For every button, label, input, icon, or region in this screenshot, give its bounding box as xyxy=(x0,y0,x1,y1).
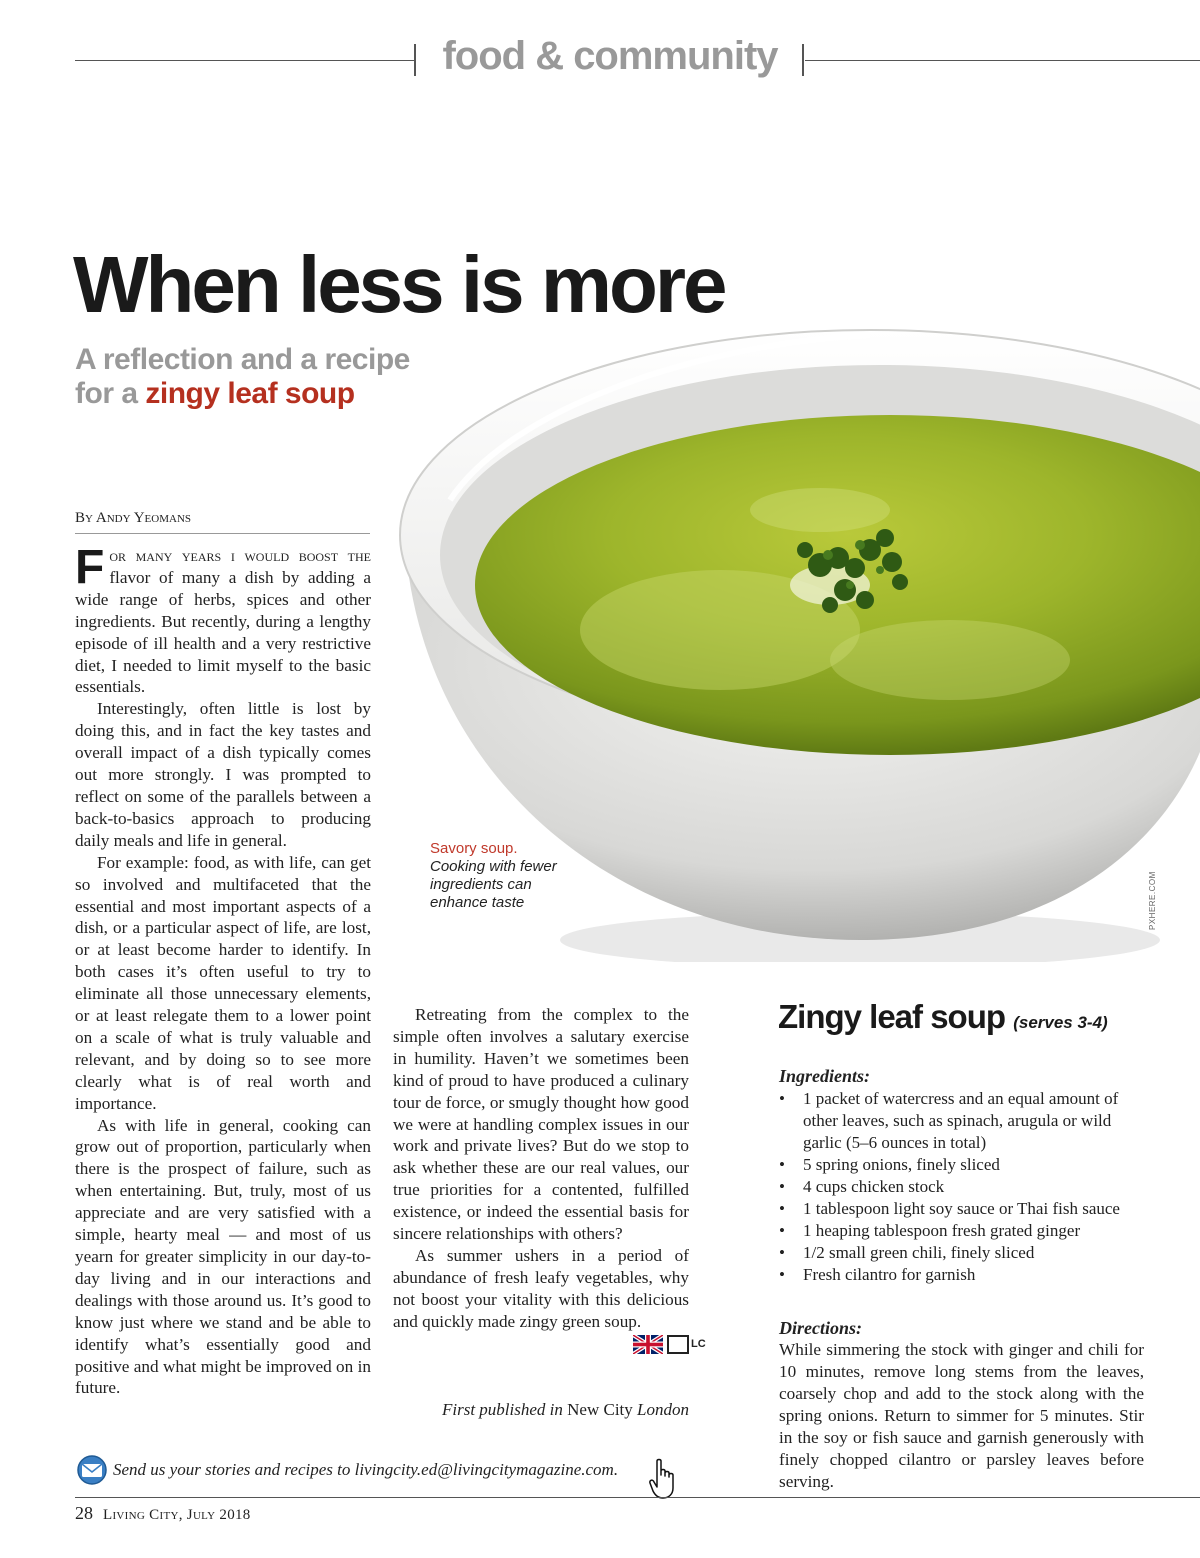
uk-flag-icon xyxy=(633,1335,663,1354)
page-number: 28 xyxy=(75,1503,93,1523)
section-tick-right xyxy=(802,44,804,76)
paragraph-6-text: As summer ushers in a period of abundance of fresh leafy vegetables, why not boost your vitality with this delicious and quickly made zingy green soup. xyxy=(393,1245,689,1331)
paragraph-5: Retreating from the complex to the simple often involves a salutary exercise in humility. Haven’t we sometimes been kind of proud to have produced a culinary tour de force, or smugly thought how good we were at handling complex issues in our work and private lives? But do we stop to ask whether these are our real values, our true priorities for a contented, fulfilled existence, or indeed the essential basis for sincere relationships with others? xyxy=(393,1005,689,1244)
paragraph-1 xyxy=(75,541,371,698)
ingredient-item: • 4 cups chicken stock xyxy=(779,1176,1149,1198)
article-column-2 xyxy=(393,1004,706,1354)
section-rule-left xyxy=(75,60,415,61)
subhead-line-1: A reflection and a recipe xyxy=(75,343,410,376)
subhead-accent: zingy leaf soup xyxy=(145,377,355,410)
ingredient-item: • 5 spring onions, finely sliced xyxy=(779,1154,1149,1176)
ingredient-item: • 1/2 small green chili, finely sliced xyxy=(779,1242,1149,1264)
folio xyxy=(75,1503,251,1524)
published-in: First published in xyxy=(441,1400,563,1419)
ingredient-item: • 1 tablespoon light soy sauce or Thai fish sauce xyxy=(779,1198,1149,1220)
caption-head: Savory soup. xyxy=(430,840,518,857)
end-marks xyxy=(633,1335,706,1354)
paragraph-1-text: flavor of many a dish by adding a wide range of herbs, spices and other ingredients. But recently, during a lengthy episode of ill health and a very restrictive diet, I needed to limit myself to the basic essentials. xyxy=(75,567,371,697)
hand-pointer-icon xyxy=(648,1458,678,1500)
subhead-prefix: for a xyxy=(75,377,146,410)
paragraph-6 xyxy=(393,1245,706,1350)
envelope-icon[interactable] xyxy=(75,1455,109,1485)
subhead xyxy=(75,343,410,411)
dropcap: F xyxy=(75,541,105,594)
article-column-1 xyxy=(75,541,371,1399)
section-title: food & community xyxy=(442,34,778,78)
section-rule-right xyxy=(805,60,1200,61)
photo-credit: PXHERE.COM xyxy=(1148,871,1157,930)
ingredient-item: • 1 packet of watercress and an equal amount of other leaves, such as spinach, arugula or wild garlic (5–6 ounces in total) xyxy=(779,1088,1149,1154)
ingredient-item: • 1 heaping tablespoon fresh grated ginger xyxy=(779,1220,1149,1242)
published-city: London xyxy=(637,1400,689,1419)
directions-heading: Directions: xyxy=(779,1318,862,1338)
paragraph-4: As with life in general, cooking can grow out of proportion, particularly when there is the prospect of failure, such as when entertaining. But, truly, most of us appreciate and are very satisfied with a simple, hearty meal — and most of us yearn for greater simplicity in our day-to-day living and in our interactions and dealings with those around us. It’s good to know just where we stand and be able to identify what’s essentially good and positive and what might be improved on in future. xyxy=(75,1115,371,1398)
ingredients-list xyxy=(779,1088,1149,1286)
recipe-title xyxy=(778,998,1108,1036)
paragraph-2: Interestingly, often little is lost by doing this, and in fact the key tastes and overall impact of a dish typically comes out more strongly. I was prompted to reflect on some of the parallels between a back-to-basics approach to producing daily meals and life in general. xyxy=(75,699,371,850)
recipe-name: Zingy leaf soup xyxy=(778,998,1006,1035)
lc-logo: LC xyxy=(667,1335,689,1354)
recipe-serves: (serves 3-4) xyxy=(1013,1013,1108,1032)
caption-body: Cooking with fewer ingredients can enhance taste xyxy=(430,858,557,911)
publication-note xyxy=(393,1400,689,1420)
directions-text: While simmering the stock with ginger and chili for 10 minutes, remove long stems from the leaves, coarsely chop and add to the stock along with the spring onions. Return to simmer for 5 minutes. Stir in the soy or fish sauce and garnish generously with finely chopped cilantro or parsley leaves before serving. xyxy=(779,1340,1144,1491)
subhead-line-2 xyxy=(75,377,410,411)
paragraph-3: For example: food, as with life, can get so involved and multifaceted that the essential and most important aspects of a dish, or a particular aspect of life, are lost, or at least become harder to identify. In both cases it’s often useful to try to eliminate all those unnecessary elements, or at least relegate them to a lower point on a scale of what is truly valuable and relevant, and by doing so to see more clearly what is of real worth and importance. xyxy=(75,852,371,1113)
headline: When less is more xyxy=(73,240,725,329)
magazine-issue: Living City, July 2018 xyxy=(103,1507,251,1523)
photo-caption xyxy=(430,840,560,912)
byline: By Andy Yeomans xyxy=(75,510,370,534)
ingredient-item: • Fresh cilantro for garnish xyxy=(779,1264,1149,1286)
section-tick-left xyxy=(414,44,416,76)
lead-in: or many years i would boost the xyxy=(109,546,371,565)
submission-link[interactable]: Send us your stories and recipes to livingcity.ed@livingcitymagazine.com. xyxy=(113,1460,619,1479)
footer-rule xyxy=(75,1497,1200,1498)
submission-note xyxy=(75,1455,618,1485)
ingredients-heading: Ingredients: xyxy=(779,1066,871,1086)
published-source: New City xyxy=(567,1400,633,1419)
